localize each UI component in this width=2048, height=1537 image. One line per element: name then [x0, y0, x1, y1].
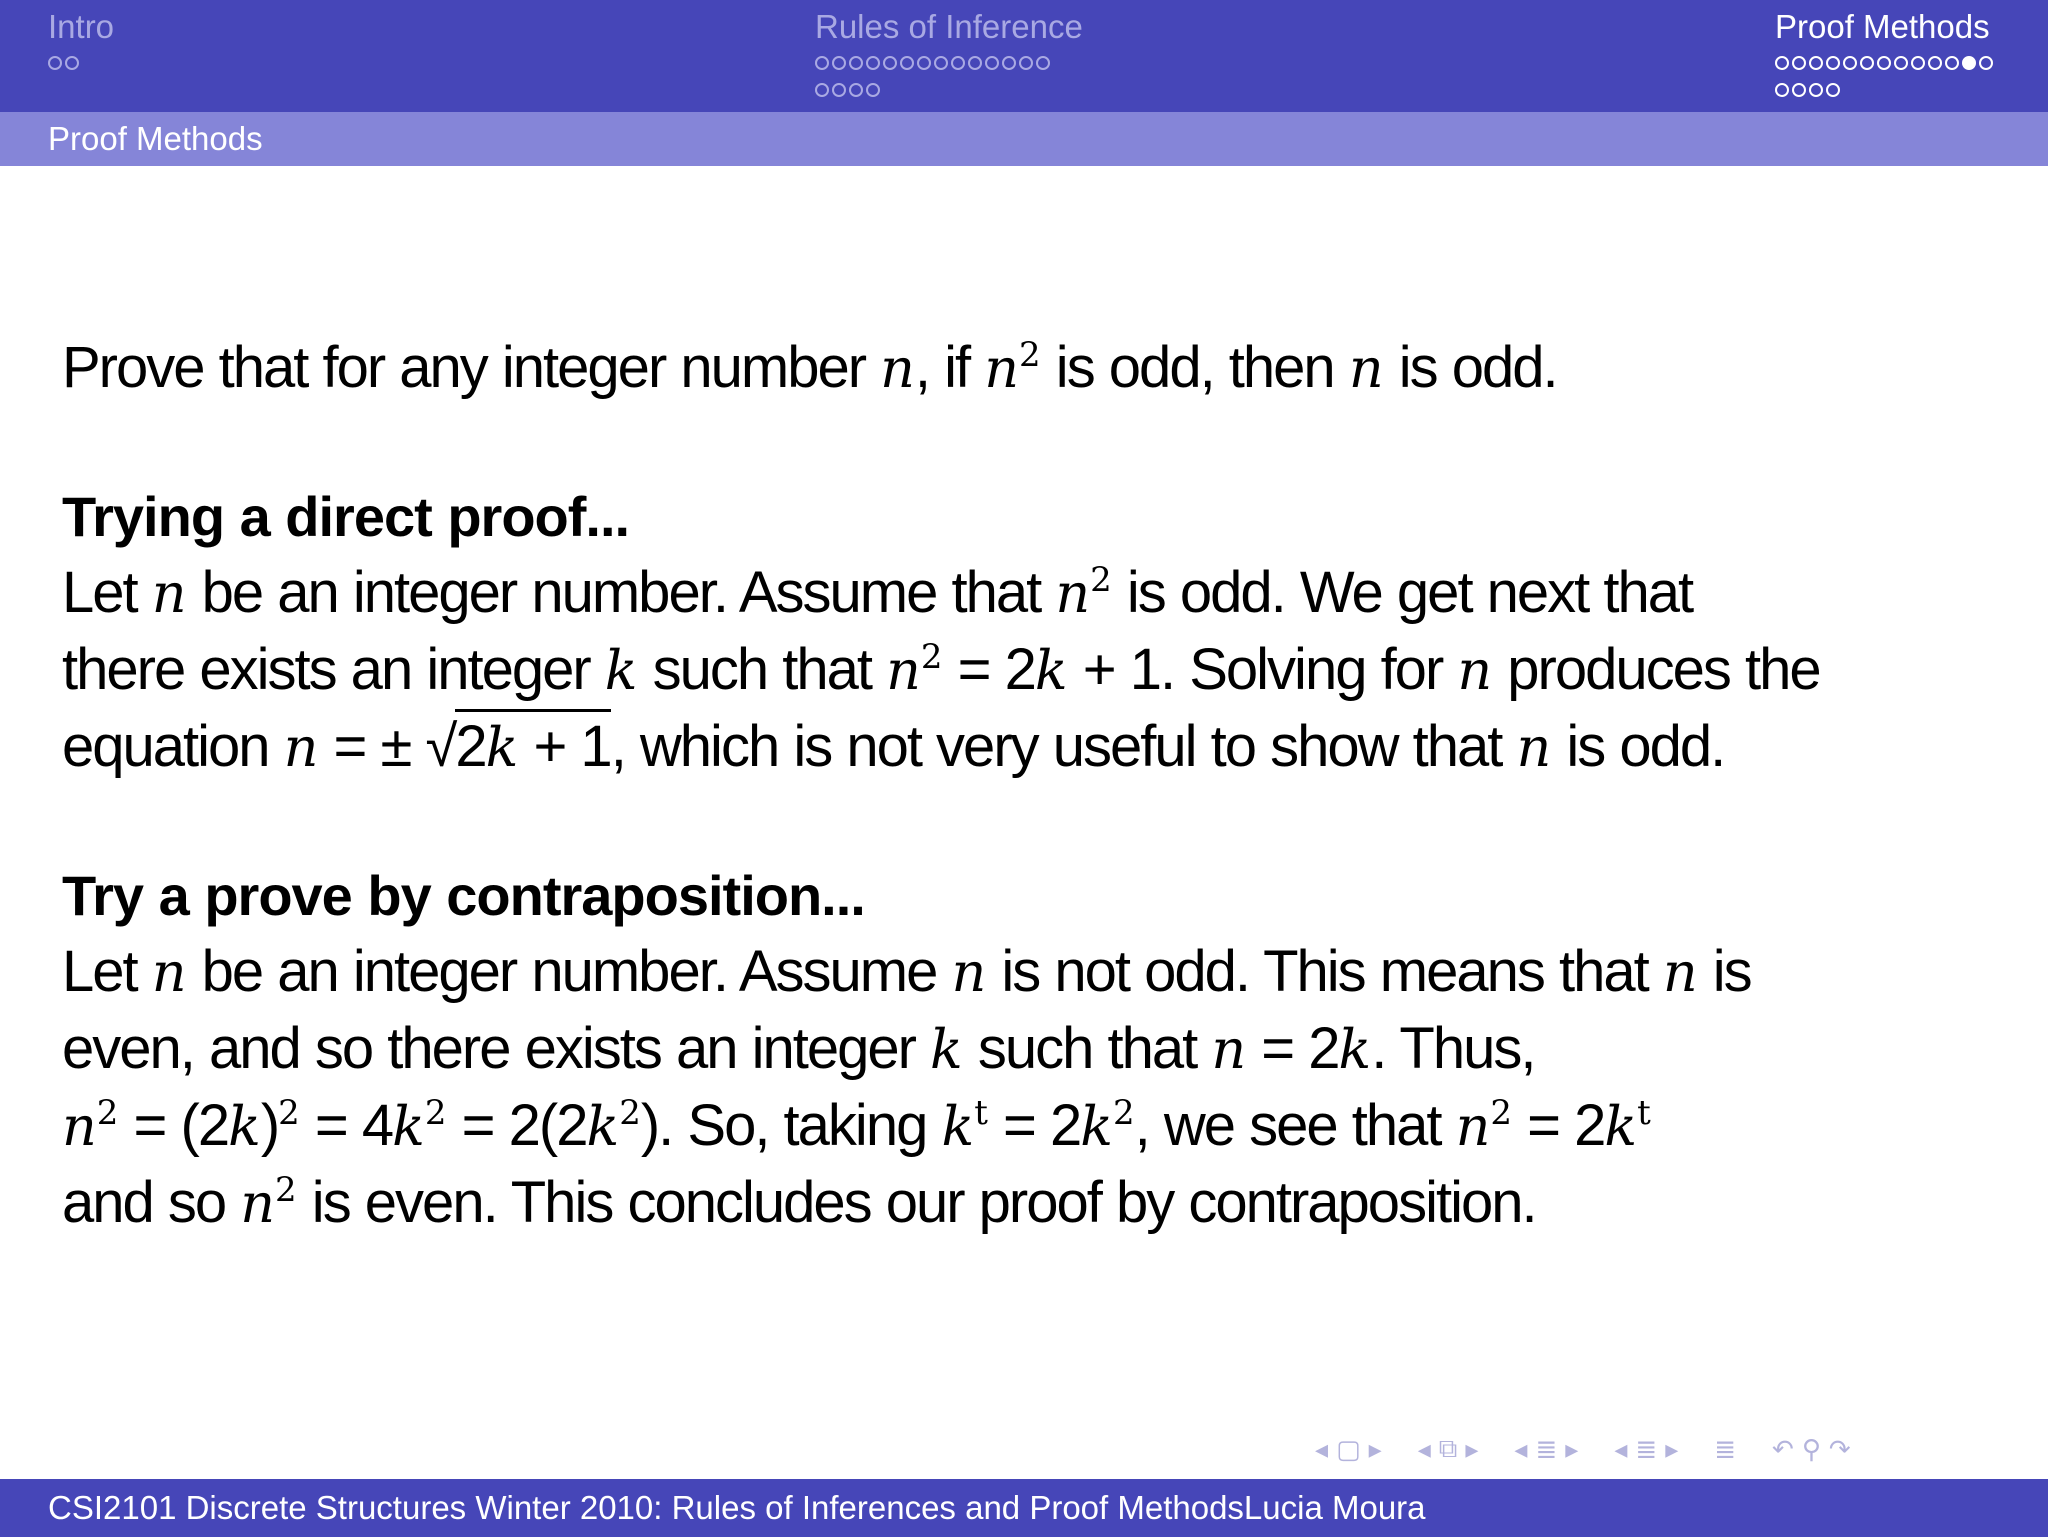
theorem-statement [62, 330, 2022, 407]
text: is odd. [1383, 335, 1557, 400]
var-n: n [1348, 337, 1384, 400]
nav-frame-dot[interactable] [832, 56, 846, 70]
nav-frame-dot[interactable] [1826, 83, 1840, 97]
nav-frame-dot[interactable] [900, 56, 914, 70]
text: be an integer number. Assume [186, 939, 952, 1004]
nav-frame-dot[interactable] [934, 56, 948, 70]
nav-frame-dot[interactable] [48, 56, 62, 70]
var-n: n [886, 639, 921, 702]
var-n: n [1662, 941, 1698, 1004]
nav-frame-dot[interactable] [1792, 56, 1806, 70]
redo-icon[interactable]: ↷ [1828, 1434, 1851, 1465]
var-n: n [62, 1095, 97, 1158]
nav-frame-dot[interactable] [917, 56, 931, 70]
exponent: t [974, 1092, 988, 1133]
nav-frame-dot[interactable] [1962, 56, 1976, 70]
text: produces the [1492, 637, 1820, 702]
nav-frame-dot[interactable] [1928, 56, 1942, 70]
beamer-navigation-symbols [1315, 1434, 1887, 1465]
var-k: k [1034, 639, 1068, 702]
arrow-right-icon[interactable]: ▸ [1465, 1434, 1479, 1465]
var-k: k [586, 1095, 620, 1158]
exponent: 2 [96, 1092, 119, 1133]
var-k: k [485, 716, 519, 779]
var-n: n [1455, 1095, 1491, 1158]
text: is even. This concludes our proof by contraposition. [296, 1170, 1536, 1235]
nav-frame-dot[interactable] [1809, 83, 1823, 97]
direct-proof-line-3 [62, 709, 2022, 786]
var-k: k [941, 1095, 975, 1158]
var-n: n [283, 716, 319, 779]
footer-bar [0, 1479, 2048, 1537]
nav-frame-dot[interactable] [1826, 56, 1840, 70]
text: such that [962, 1016, 1212, 1081]
arrow-left-icon[interactable]: ◂ [1417, 1434, 1431, 1465]
contraposition-line-4 [62, 1165, 2022, 1242]
text: . Thus, [1371, 1016, 1535, 1081]
exponent: t [1637, 1092, 1651, 1133]
nav-frame-dot[interactable] [1002, 56, 1016, 70]
text: 2 [455, 714, 486, 779]
exponent: 2 [1090, 559, 1112, 600]
nav-frame-dot[interactable] [849, 56, 863, 70]
text: is [1697, 939, 1751, 1004]
var-n: n [1516, 716, 1552, 779]
nav-section-label[interactable]: Proof Methods [1775, 8, 1990, 45]
exponent: 2 [1112, 1092, 1135, 1133]
nav-frame-dot[interactable] [849, 83, 863, 97]
var-k: k [930, 1018, 963, 1081]
nav-frame-dot[interactable] [815, 56, 829, 70]
nav-frame-dot[interactable] [1860, 56, 1874, 70]
text: is odd, then [1040, 335, 1349, 400]
nav-dots-row [1775, 83, 1993, 103]
var-k: k [1338, 1018, 1372, 1081]
text: + 1 [518, 714, 611, 779]
nav-frame-dot[interactable] [866, 56, 880, 70]
undo-icon[interactable]: ↶ [1772, 1434, 1794, 1465]
section-icon[interactable]: ≣ [1535, 1434, 1558, 1465]
var-n: n [151, 562, 187, 625]
frame-nav[interactable] [1315, 1435, 1390, 1465]
text: is odd. We get next that [1111, 560, 1693, 625]
text: Let [62, 939, 152, 1004]
var-n: n [951, 941, 987, 1004]
exponent: 2 [424, 1092, 447, 1133]
nav-frame-dot[interactable] [1877, 56, 1891, 70]
square-root-radicand [455, 709, 610, 779]
exponent: 2 [275, 1169, 297, 1210]
nav-frame-dot[interactable] [951, 56, 965, 70]
document-nav[interactable] [1614, 1435, 1686, 1465]
var-n: n [984, 337, 1020, 400]
text: such that [637, 637, 887, 702]
text: is not odd. This means that [986, 939, 1663, 1004]
text: = 2 [1246, 1016, 1339, 1081]
nav-dots-row [48, 56, 114, 76]
contraposition-line-1 [62, 934, 2022, 1011]
nav-frame-dot[interactable] [1843, 56, 1857, 70]
text: Prove that for any integer number [62, 335, 881, 400]
nav-frame-dot[interactable] [1911, 56, 1925, 70]
section-icon[interactable]: ≣ [1635, 1434, 1658, 1465]
nav-section-intro[interactable] [48, 6, 114, 103]
exponent: 2 [278, 1092, 300, 1133]
arrow-right-icon[interactable]: ▸ [1665, 1434, 1679, 1465]
nav-frame-dot[interactable] [1775, 56, 1789, 70]
nav-frame-dot[interactable] [866, 83, 880, 97]
arrow-left-icon[interactable]: ◂ [1614, 1434, 1628, 1465]
text: be an integer number. Assume that [186, 560, 1056, 625]
frame-title: Proof Methods [48, 120, 263, 157]
nav-frame-dot[interactable] [1792, 83, 1806, 97]
nav-frame-dot[interactable] [968, 56, 982, 70]
var-n: n [880, 337, 915, 400]
exponent: 2 [619, 1092, 641, 1133]
var-k: k [1604, 1095, 1638, 1158]
nav-frame-dot[interactable] [815, 83, 829, 97]
var-k: k [604, 639, 638, 702]
text: is odd. [1551, 714, 1725, 779]
nav-dots-row [48, 83, 114, 103]
text: = 2(2 [446, 1093, 587, 1158]
subsection-nav[interactable] [1418, 1434, 1487, 1465]
text: even, and so there exists an integer [62, 1016, 931, 1081]
nav-section-label[interactable]: Intro [48, 8, 115, 45]
var-n: n [240, 1172, 276, 1235]
text: = 2 [987, 1093, 1081, 1158]
text: ). So, taking [640, 1093, 942, 1158]
appendix-nav[interactable] [1714, 1435, 1744, 1465]
text: = (2 [118, 1093, 229, 1158]
arrow-left-icon[interactable]: ◂ [1514, 1434, 1528, 1465]
nav-frame-dot[interactable] [1019, 56, 1033, 70]
text: equation [62, 714, 284, 779]
footer-text: CSI2101 Discrete Structures Winter 2010: Rules of Inferences and Proof MethodsLucia Moura [48, 1489, 1426, 1526]
var-n: n [1211, 1018, 1247, 1081]
text: = 4 [299, 1093, 393, 1158]
text: = ± √ [318, 714, 456, 779]
frame-icon[interactable]: ▢ [1336, 1434, 1361, 1465]
arrow-right-icon[interactable]: ▸ [1368, 1434, 1382, 1465]
section-nav[interactable] [1514, 1435, 1586, 1465]
nav-frame-dot[interactable] [1036, 56, 1050, 70]
exponent: 2 [920, 636, 943, 677]
nav-frame-dot[interactable] [1809, 56, 1823, 70]
var-n: n [1457, 639, 1493, 702]
nav-section-label[interactable]: Rules of Inference [815, 8, 1083, 45]
nav-dots-row [815, 83, 1083, 103]
nav-section-rules-of-inference[interactable] [815, 6, 1083, 103]
nav-frame-dot[interactable] [65, 56, 79, 70]
text: , we see that [1134, 1093, 1456, 1158]
text: there exists an integer [62, 637, 605, 702]
text: = 2 [942, 637, 1035, 702]
text: Let [62, 560, 152, 625]
nav-frame-dot[interactable] [832, 83, 846, 97]
direct-proof-heading: Trying a direct proof... [62, 485, 630, 548]
search-icon[interactable]: ⚲ [1801, 1434, 1821, 1465]
var-k: k [228, 1095, 261, 1158]
nav-frame-dot[interactable] [1945, 56, 1959, 70]
align-icon[interactable]: ≣ [1714, 1434, 1737, 1465]
text: , which is not very useful to show that [610, 714, 1517, 779]
var-n: n [151, 941, 187, 1004]
section-navigation-bar [0, 0, 2048, 112]
nav-frame-dot[interactable] [1894, 56, 1908, 70]
arrow-left-icon[interactable]: ◂ [1315, 1434, 1329, 1465]
nav-dots-row [1775, 56, 1993, 76]
nav-dots-row [815, 56, 1083, 76]
contraposition-heading: Try a prove by contraposition... [62, 864, 865, 927]
nav-section-proof-methods[interactable] [1775, 6, 1993, 103]
nav-frame-dot[interactable] [1775, 83, 1789, 97]
subsection-icon[interactable]: ⧉ [1438, 1434, 1458, 1464]
search-nav[interactable] [1772, 1435, 1859, 1465]
frame-title-bar [0, 112, 2048, 166]
contraposition-line-3 [62, 1088, 2022, 1165]
nav-frame-dot[interactable] [985, 56, 999, 70]
nav-frame-dot[interactable] [883, 56, 897, 70]
text: + 1. Solving for [1067, 637, 1458, 702]
direct-proof-line-1 [62, 555, 2022, 632]
text: , if [914, 335, 985, 400]
text: and so [62, 1170, 241, 1235]
text: ) [260, 1093, 279, 1158]
slide-body [62, 330, 2022, 1242]
direct-proof-line-2 [62, 632, 2022, 709]
text: = 2 [1512, 1093, 1605, 1158]
var-k: k [1080, 1095, 1113, 1158]
contraposition-line-2 [62, 1011, 2022, 1088]
exponent: 2 [1019, 334, 1041, 375]
var-n: n [1055, 562, 1091, 625]
var-k: k [392, 1095, 425, 1158]
exponent: 2 [1490, 1092, 1512, 1133]
nav-frame-dot[interactable] [1979, 56, 1993, 70]
arrow-right-icon[interactable]: ▸ [1565, 1434, 1579, 1465]
